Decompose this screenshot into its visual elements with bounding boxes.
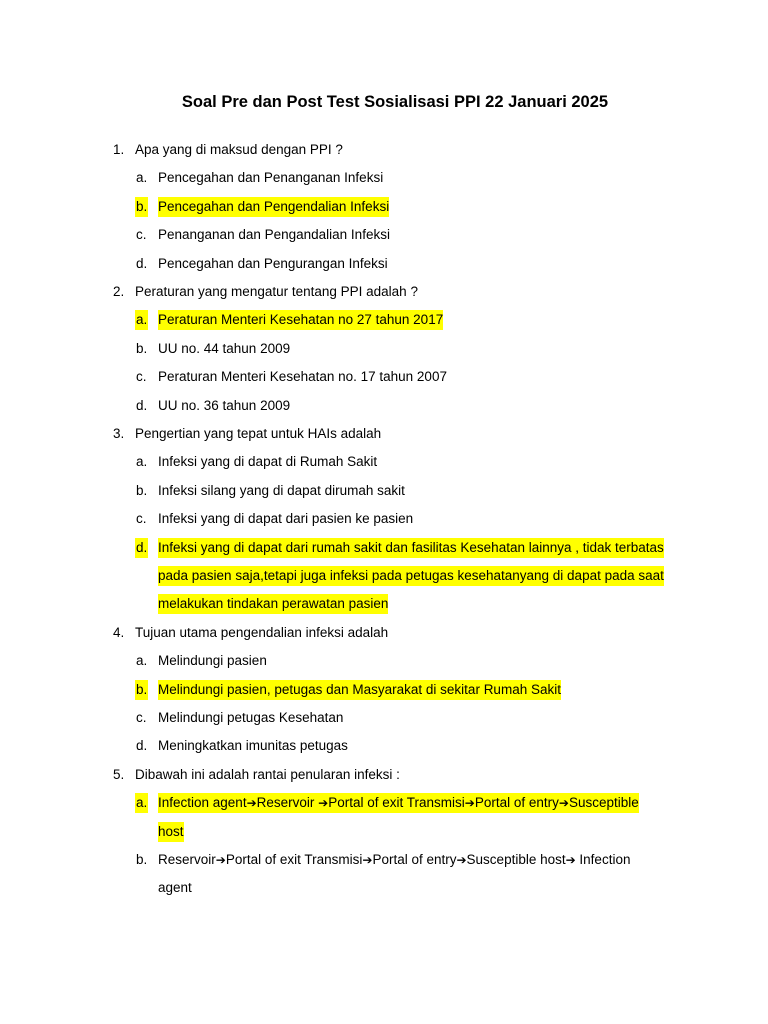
arrow-right-icon: ➔ bbox=[558, 796, 569, 811]
option-text: agent bbox=[158, 880, 192, 896]
option-text: Peraturan Menteri Kesehatan no. 17 tahun 2007 bbox=[158, 369, 447, 385]
option-letter: a. bbox=[136, 653, 148, 669]
option-text: Infeksi yang di dapat dari pasien ke pasien bbox=[158, 511, 414, 527]
option-letter: b. bbox=[135, 197, 148, 217]
arrow-right-icon: ➔ bbox=[318, 796, 329, 811]
option-letter: c. bbox=[136, 227, 147, 243]
question-number: 4. bbox=[113, 624, 125, 640]
option-text: Pencegahan dan Penanganan Infeksi bbox=[158, 170, 384, 186]
arrow-right-icon: ➔ bbox=[456, 853, 467, 867]
question-number: 1. bbox=[113, 142, 125, 157]
option-letter: a. bbox=[136, 170, 148, 186]
question-number: 5. bbox=[113, 766, 125, 782]
option-letter: c. bbox=[136, 511, 147, 527]
option-letter: d. bbox=[135, 538, 148, 558]
option-text: host bbox=[158, 822, 184, 842]
option-text: Infeksi yang di dapat di Rumah Sakit bbox=[158, 454, 378, 470]
option-text: melakukan tindakan perawatan pasien bbox=[158, 594, 388, 614]
option-text: Peraturan Menteri Kesehatan no 27 tahun 2017 bbox=[158, 310, 443, 330]
option-text: Infeksi silang yang di dapat dirumah sakit bbox=[158, 482, 405, 498]
option-text: Meningkatkan imunitas petugas bbox=[158, 738, 348, 754]
arrow-right-icon: ➔ bbox=[362, 853, 373, 867]
arrow-right-icon: ➔ bbox=[565, 853, 576, 867]
option-letter: b. bbox=[136, 852, 148, 867]
option-letter: d. bbox=[136, 255, 148, 271]
arrow-right-icon: ➔ bbox=[246, 796, 257, 811]
option-letter: b. bbox=[136, 482, 148, 498]
option-letter: b. bbox=[135, 680, 148, 700]
option-text: UU no. 44 tahun 2009 bbox=[158, 340, 291, 356]
option-text: Melindungi petugas Kesehatan bbox=[158, 710, 344, 725]
page-title: Soal Pre dan Post Test Sosialisasi PPI 22 Januari 2025 bbox=[181, 93, 609, 111]
option-letter: d. bbox=[136, 738, 148, 754]
option-text: UU no. 36 tahun 2009 bbox=[158, 397, 291, 413]
question-number: 2. bbox=[113, 284, 125, 299]
option-text: Melindungi pasien bbox=[158, 653, 267, 669]
option-text: Penanganan dan Pengandalian Infeksi bbox=[158, 227, 390, 243]
option-text: Pencegahan dan Pengendalian Infeksi bbox=[158, 197, 389, 217]
question-number: 3. bbox=[113, 426, 125, 441]
question-text: Pengertian yang tepat untuk HAIs adalah bbox=[135, 426, 382, 441]
question-text: Dibawah ini adalah rantai penularan infeksi : bbox=[135, 766, 400, 782]
option-letter: d. bbox=[136, 397, 148, 413]
question-text: Tujuan utama pengendalian infeksi adalah bbox=[135, 624, 389, 640]
question-text: Apa yang di maksud dengan PPI ? bbox=[135, 142, 343, 157]
option-text: Melindungi pasien, petugas dan Masyarakat di sekitar Rumah Sakit bbox=[158, 680, 561, 700]
option-text: Reservoir➔Portal of exit Transmisi➔Portal of entry➔Susceptible host➔ Infection bbox=[158, 852, 631, 867]
arrow-right-icon: ➔ bbox=[464, 796, 475, 811]
option-text: pada pasien saja,tetapi juga infeksi pada petugas kesehatanyang di dapat pada saat bbox=[158, 566, 664, 586]
option-letter: c. bbox=[136, 710, 147, 725]
arrow-right-icon: ➔ bbox=[215, 853, 226, 867]
option-letter: b. bbox=[136, 340, 148, 356]
option-text: Pencegahan dan Pengurangan Infeksi bbox=[158, 255, 388, 271]
question-text: Peraturan yang mengatur tentang PPI adalah ? bbox=[135, 284, 418, 299]
option-letter: a. bbox=[135, 793, 148, 813]
option-letter: c. bbox=[136, 369, 147, 385]
option-letter: a. bbox=[135, 310, 148, 330]
option-letter: a. bbox=[136, 454, 148, 470]
option-text: Infection agent➔Reservoir ➔Portal of exit Transmisi➔Portal of entry➔Susceptible bbox=[158, 793, 639, 813]
option-text: Infeksi yang di dapat dari rumah sakit dan fasilitas Kesehatan lainnya , tidak terbatas bbox=[158, 538, 664, 558]
